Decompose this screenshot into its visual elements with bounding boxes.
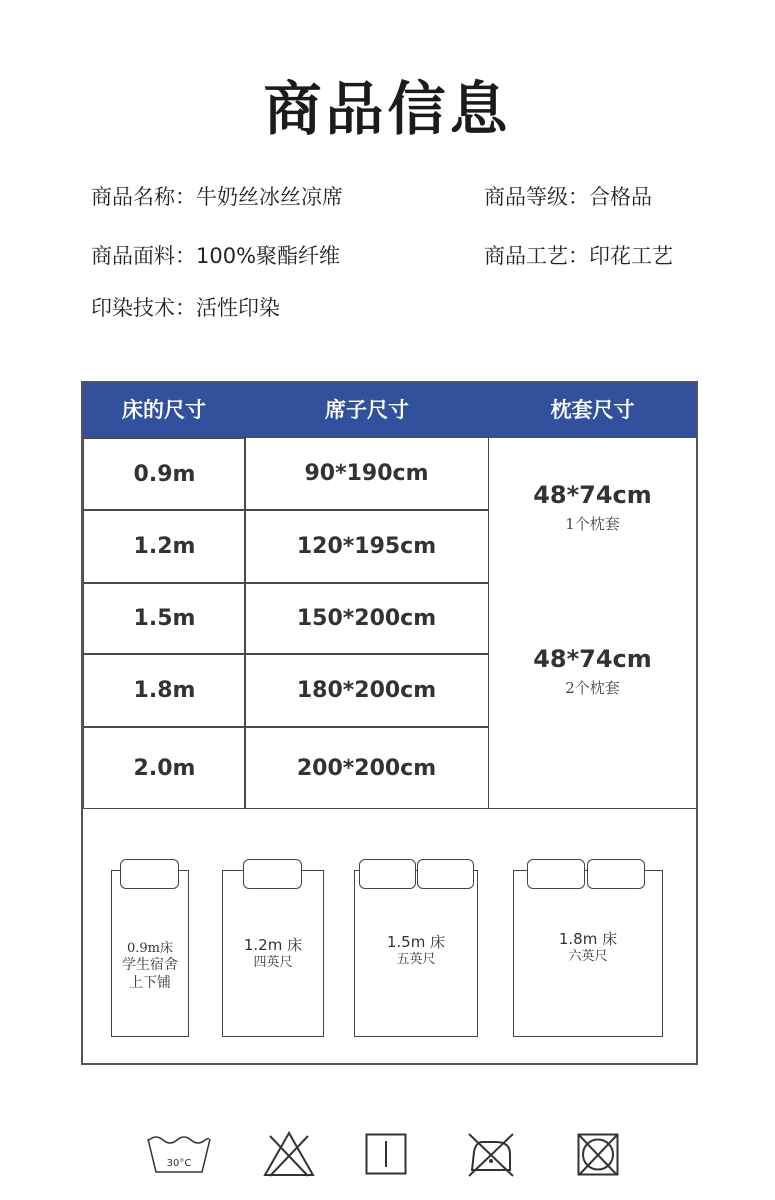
pillow-icon bbox=[417, 859, 474, 889]
mat-size-cell: 180*200cm bbox=[244, 654, 489, 727]
bed-size-cell: 2.0m bbox=[83, 727, 246, 809]
info-product-fabric: 商品面料：100%聚酯纤维 bbox=[91, 244, 341, 268]
header-mat-size: 席子尺寸 bbox=[325, 398, 409, 422]
pillow-single-cell bbox=[489, 481, 696, 534]
pillow-icon bbox=[587, 859, 645, 889]
bed-diagram-area bbox=[83, 808, 696, 991]
bed-size-cell: 1.5m bbox=[83, 583, 246, 654]
pillow-icon bbox=[359, 859, 416, 889]
svg-text:30°C: 30°C bbox=[166, 1158, 192, 1169]
tumble-dry-icon bbox=[365, 1133, 407, 1179]
hand-wash-30-icon bbox=[146, 1130, 212, 1180]
bed-1-2-label: 1.2m 床 四英尺 bbox=[243, 936, 303, 970]
info-dye-technique: 印染技术：活性印染 bbox=[91, 296, 280, 320]
no-iron-icon bbox=[466, 1130, 516, 1182]
bed-size-cell: 1.8m bbox=[83, 654, 246, 727]
mat-size-cell: 120*195cm bbox=[244, 510, 489, 583]
info-product-grade: 商品等级：合格品 bbox=[484, 185, 652, 209]
pillow-icon bbox=[243, 859, 302, 889]
info-product-name: 商品名称：牛奶丝冰丝凉席 bbox=[91, 185, 343, 209]
header-bed-size: 床的尺寸 bbox=[122, 398, 206, 422]
no-dry-clean-icon bbox=[577, 1133, 619, 1181]
bed-size-cell: 1.2m bbox=[83, 510, 246, 583]
bed-1-5-label: 1.5m 床 五英尺 bbox=[386, 933, 446, 967]
pillow-double-cell bbox=[489, 645, 696, 698]
no-bleach-icon bbox=[262, 1130, 316, 1182]
pillow-count: 1个枕套 bbox=[565, 515, 620, 533]
header-pillow-size: 枕套尺寸 bbox=[550, 398, 635, 422]
bed-size-cell: 0.9m bbox=[83, 438, 246, 510]
table-header bbox=[83, 383, 696, 438]
page-title: 商品信息 bbox=[263, 75, 512, 143]
size-table bbox=[81, 381, 698, 1065]
mat-size-cell: 90*190cm bbox=[244, 436, 489, 510]
pillow-icon bbox=[120, 859, 179, 889]
pillow-size: 48*74cm bbox=[533, 645, 652, 673]
pillow-count: 2个枕套 bbox=[565, 679, 620, 697]
pillow-size: 48*74cm bbox=[533, 481, 652, 509]
bed-1-8-label: 1.8m 床 六英尺 bbox=[558, 930, 618, 964]
mat-size-cell: 150*200cm bbox=[244, 583, 489, 654]
bed-0-9-label: 0.9m床 学生宿舍 上下铺 bbox=[122, 941, 178, 991]
mat-size-cell: 200*200cm bbox=[244, 727, 489, 809]
pillow-icon bbox=[527, 859, 585, 889]
info-product-craft: 商品工艺：印花工艺 bbox=[484, 244, 673, 268]
